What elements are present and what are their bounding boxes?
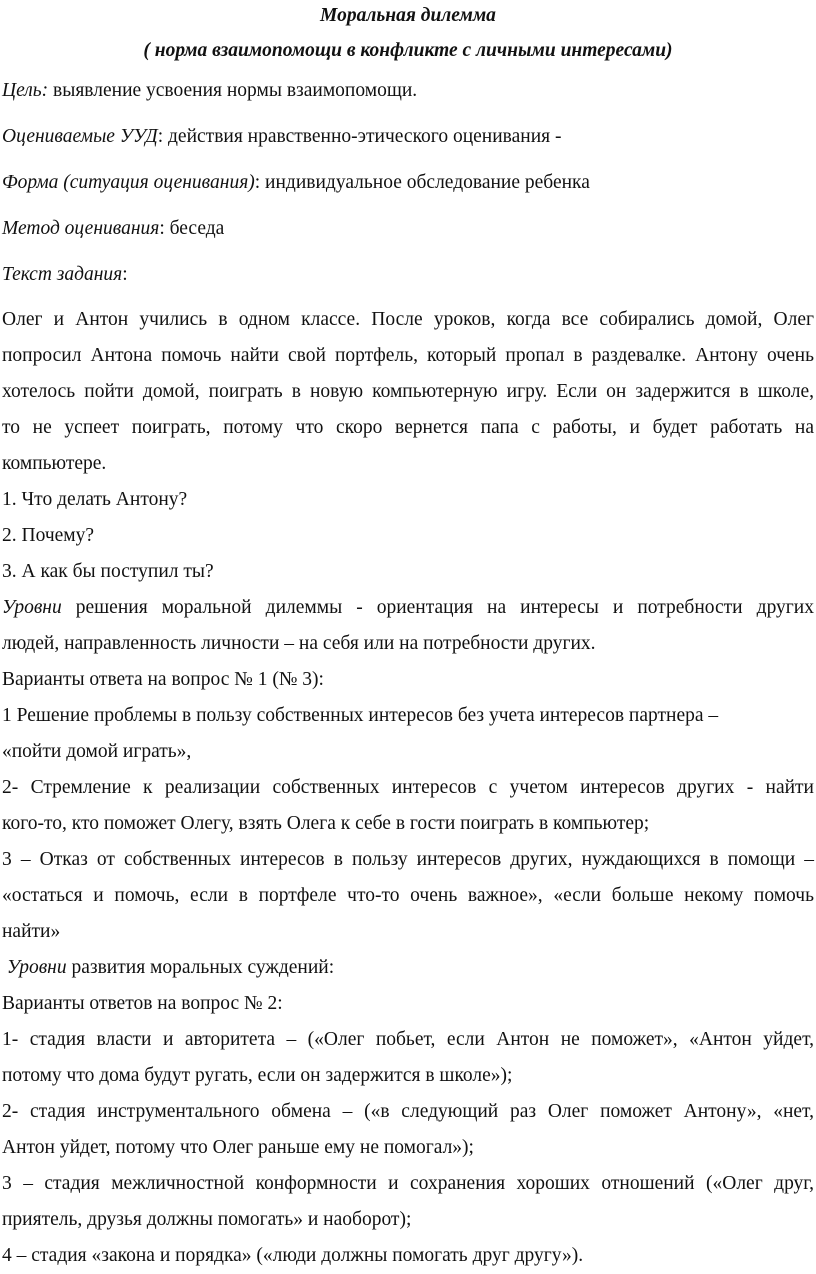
question-2: 2. Почему? bbox=[2, 525, 95, 546]
answer-q1-1-cont: «пойти домой играть», bbox=[2, 741, 192, 762]
answer-q1-3: 3 – Отказ от собственных интересов в пользу интересов других, нуждающихся в помощи – bbox=[2, 849, 814, 870]
answer-q1-3-cont: «остаться и помочь, если в портфеле что-то очень важное», «если больше некому помочь bbox=[2, 885, 814, 906]
document-title: Моральная дилемма bbox=[320, 5, 496, 26]
story-line: попросил Антона помочь найти свой портфель, который пропал в раздевалке. Антону очень bbox=[2, 345, 814, 366]
answer-q2-3: 3 – стадия межличностной конформности и сохранения хороших отношений («Олег друг, bbox=[2, 1173, 814, 1194]
field-goal: Цель: выявление усвоения нормы взаимопомощи. bbox=[2, 80, 418, 101]
levels-judgment: Уровни развития моральных суждений: bbox=[6, 957, 335, 978]
field-value: беседа bbox=[164, 218, 225, 239]
answer-q2-2-cont: Антон уйдет, потому что Олег раньше ему не помогал»); bbox=[2, 1137, 474, 1158]
field-label: Оцениваемые УУД bbox=[2, 126, 158, 147]
answer-q1-1: 1 Решение проблемы в пользу собственных интересов без учета интересов партнера – bbox=[2, 705, 719, 726]
answer-q1-2-cont: кого-то, кто поможет Олегу, взять Олега к себе в гости поиграть в компьютер; bbox=[2, 813, 650, 834]
answer-q2-1-cont: потому что дома будут ругать, если он задержится в школе»); bbox=[2, 1065, 513, 1086]
story-line: компьютере. bbox=[2, 453, 107, 474]
field-value: действия нравственно-этического оценивания - bbox=[163, 126, 562, 147]
document-subtitle: ( норма взаимопомощи в конфликте с личными интересами) bbox=[143, 40, 673, 61]
levels-decision: Уровни решения моральной дилеммы - ориентация на интересы и потребности других bbox=[2, 597, 814, 618]
answer-q2-2: 2- стадия инструментального обмена – («в следующий раз Олег поможет Антону», «нет, bbox=[2, 1101, 814, 1122]
field-uud: Оцениваемые УУД: действия нравственно-этического оценивания - bbox=[2, 126, 562, 147]
answer-q2-4: 4 – стадия «закона и порядка» («люди должны помогать друг другу»). bbox=[2, 1245, 584, 1266]
story-text bbox=[2, 302, 814, 482]
answers-q1-heading: Варианты ответа на вопрос № 1 (№ 3): bbox=[2, 669, 324, 690]
story-line: то не успеет поиграть, потому что скоро вернется папа с работы, и будет работать на bbox=[2, 417, 814, 438]
field-value: выявление усвоения нормы взаимопомощи. bbox=[48, 80, 418, 101]
field-method: Метод оценивания: беседа bbox=[2, 218, 225, 239]
levels-decision-cont: людей, направленность личности – на себя или на потребности других. bbox=[2, 633, 596, 654]
field-label: Метод оценивания bbox=[2, 218, 160, 239]
answer-q1-3-cont2: найти» bbox=[2, 921, 61, 942]
story-line: Олег и Антон учились в одном классе. После уроков, когда все собирались домой, Олег bbox=[2, 309, 814, 330]
field-label: Текст задания bbox=[2, 264, 123, 285]
field-label: Цель bbox=[2, 80, 42, 101]
field-value: индивидуальное обследование ребенка bbox=[260, 172, 590, 193]
story-line: хотелось пойти домой, поиграть в новую компьютерную игру. Если он задержится в школе, bbox=[2, 381, 814, 402]
question-1: 1. Что делать Антону? bbox=[2, 489, 188, 510]
answer-q2-3-cont: приятель, друзья должны помогать» и наоборот); bbox=[2, 1209, 412, 1230]
field-label: Форма (ситуация оценивания) bbox=[2, 172, 255, 193]
answer-q1-2: 2- Стремление к реализации собственных интересов с учетом интересов других - найти bbox=[2, 777, 814, 798]
answers-q2-heading: Варианты ответов на вопрос № 2: bbox=[2, 993, 283, 1014]
question-3: 3. А как бы поступил ты? bbox=[2, 561, 214, 582]
answer-q2-1: 1- стадия власти и авторитета – («Олег побьет, если Антон не поможет», «Антон уйдет, bbox=[2, 1029, 814, 1050]
field-form: Форма (ситуация оценивания): индивидуальное обследование ребенка bbox=[2, 172, 590, 193]
field-task-text: Текст задания: bbox=[2, 264, 128, 285]
